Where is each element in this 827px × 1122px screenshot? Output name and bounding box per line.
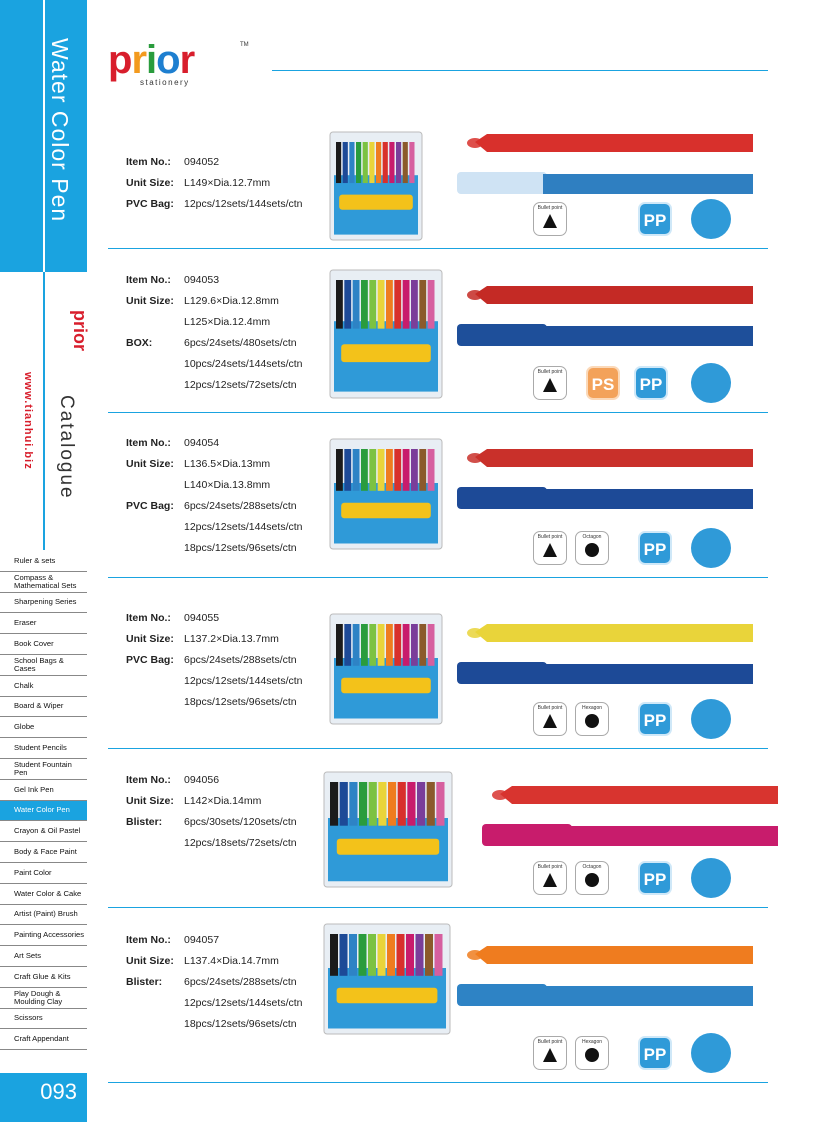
item-number: 094052 <box>184 156 220 168</box>
pack-spec: 10pcs/24sets/144sets/ctn <box>184 358 303 370</box>
bullet-tip-icon <box>543 214 557 228</box>
pack-spec: 6pcs/24sets/288sets/ctn <box>184 976 297 988</box>
spec-label: Blister: <box>126 976 163 988</box>
shape-icon <box>585 1048 599 1062</box>
item-number-line <box>126 930 303 951</box>
trademark: TM <box>240 42 249 48</box>
spec-label: Unit Size: <box>126 295 174 307</box>
spec-label <box>126 1014 184 1035</box>
pp-material-badge: PP <box>638 531 672 565</box>
package-image <box>324 772 452 887</box>
nav-item[interactable]: Globe <box>0 717 87 738</box>
pack-spec: 18pcs/12sets/96sets/ctn <box>184 696 297 708</box>
page-number-box <box>0 1073 87 1122</box>
pack-spec-line <box>126 650 303 671</box>
item-number: 094057 <box>184 934 220 946</box>
product-row <box>108 415 768 577</box>
pack-spec: 12pcs/12sets/144sets/ctn <box>184 521 303 533</box>
octagon-badge <box>575 531 609 565</box>
pack-spec: 12pcs/12sets/144sets/ctn <box>184 198 303 210</box>
item-number-line <box>126 433 303 454</box>
pack-spec-line <box>126 1014 303 1035</box>
product-row <box>108 752 768 907</box>
bullet-tip-icon <box>543 543 557 557</box>
spec-label: Unit Size: <box>126 458 174 470</box>
pen-illustration <box>453 614 763 704</box>
brand-tagline: stationery <box>140 78 190 87</box>
section-title: Water Color Pen <box>47 38 73 223</box>
package-image <box>330 270 442 398</box>
spec-label <box>126 475 184 496</box>
bullet-point-badge <box>533 202 567 236</box>
nav-item[interactable]: Artist (Paint) Brush <box>0 905 87 926</box>
spec-label: Unit Size: <box>126 177 174 189</box>
spec-label: Item No.: <box>126 612 171 624</box>
spec-label: Unit Size: <box>126 795 174 807</box>
badge-label: Bullet point <box>537 205 563 211</box>
spec-label <box>126 671 184 692</box>
pen-illustration <box>453 936 763 1026</box>
nav-item[interactable]: Chalk <box>0 676 87 697</box>
pack-spec: 6pcs/30sets/120sets/ctn <box>184 816 297 828</box>
pack-spec: 12pcs/18sets/72sets/ctn <box>184 837 297 849</box>
bullet-point-badge <box>533 1036 567 1070</box>
spec-label <box>126 993 184 1014</box>
unit-size-line <box>126 291 303 312</box>
spec-label: Item No.: <box>126 274 171 286</box>
pack-spec: 18pcs/12sets/96sets/ctn <box>184 542 297 554</box>
item-number: 094055 <box>184 612 220 624</box>
package-image <box>330 132 422 240</box>
pack-spec: 12pcs/12sets/72sets/ctn <box>184 379 297 391</box>
spec-label: Item No.: <box>126 934 171 946</box>
nav-item[interactable]: Crayon & Oil Pastel <box>0 821 87 842</box>
unit-size: L129.6×Dia.12.8mm <box>184 295 279 307</box>
badge-label: Bullet point <box>537 864 563 870</box>
item-number-line <box>126 770 297 791</box>
product-specs <box>126 608 303 713</box>
hexagon-badge <box>575 702 609 736</box>
badge-label: Bullet point <box>537 705 563 711</box>
sharpenable-icon <box>691 199 731 239</box>
sharpenable-icon <box>691 363 731 403</box>
badge-label: Octagon <box>582 534 602 540</box>
bullet-tip-icon <box>543 714 557 728</box>
octagon-badge <box>575 861 609 895</box>
spec-label: Unit Size: <box>126 633 174 645</box>
unit-size-line <box>126 629 303 650</box>
sharpenable-icon <box>691 528 731 568</box>
hexagon-badge <box>575 1036 609 1070</box>
item-number-line <box>126 152 303 173</box>
pen-illustration <box>478 776 788 866</box>
row-separator <box>108 412 768 413</box>
nav-item[interactable]: Scissors <box>0 1009 87 1030</box>
spec-label: Item No.: <box>126 774 171 786</box>
product-row <box>108 252 768 412</box>
spec-label <box>126 538 184 559</box>
nav-item[interactable]: Art Sets <box>0 946 87 967</box>
product-specs <box>126 270 303 396</box>
pack-spec-line <box>126 812 297 833</box>
nav-item[interactable]: Student Pencils <box>0 738 87 759</box>
product-specs <box>126 930 303 1035</box>
product-specs <box>126 433 303 559</box>
pack-spec-line <box>126 354 303 375</box>
spec-label <box>126 692 184 713</box>
pack-spec-line <box>126 692 303 713</box>
spec-label: PVC Bag: <box>126 500 174 512</box>
bullet-tip-icon <box>543 378 557 392</box>
nav-item[interactable]: Water Color Pen <box>0 801 87 822</box>
product-specs <box>126 152 303 215</box>
brand-logo <box>108 38 253 88</box>
unit-size-line <box>126 173 303 194</box>
shape-icon <box>585 543 599 557</box>
pack-spec-line <box>126 517 303 538</box>
spec-label <box>126 354 184 375</box>
spec-label <box>126 312 184 333</box>
pack-spec-line <box>126 538 303 559</box>
spec-label <box>126 833 184 854</box>
ps-material-badge: PS <box>586 366 620 400</box>
nav-item[interactable]: Craft Appendant <box>0 1029 87 1050</box>
unit-size: L136.5×Dia.13mm <box>184 458 271 470</box>
unit-size-line <box>126 454 303 475</box>
pp-material-badge: PP <box>638 202 672 236</box>
sharpenable-icon <box>691 699 731 739</box>
unit-size: L142×Dia.14mm <box>184 795 262 807</box>
nav-item[interactable]: Craft Glue & Kits <box>0 967 87 988</box>
item-number: 094053 <box>184 274 220 286</box>
badge-label: Bullet point <box>537 1039 563 1045</box>
spec-label: Unit Size: <box>126 955 174 967</box>
nav-item[interactable]: Student Fountain Pen <box>0 759 87 780</box>
package-image <box>324 924 450 1034</box>
pen-illustration <box>453 439 763 529</box>
nav-item[interactable]: School Bags & Cases <box>0 655 87 676</box>
unit-size: L137.4×Dia.14.7mm <box>184 955 279 967</box>
nav-item[interactable]: Gel Ink Pen <box>0 780 87 801</box>
item-number-line <box>126 608 303 629</box>
spec-label <box>126 375 184 396</box>
unit-size: L140×Dia.13.8mm <box>184 479 271 491</box>
product-specs <box>126 770 297 854</box>
pp-material-badge: PP <box>638 1036 672 1070</box>
spec-label: Item No.: <box>126 156 171 168</box>
unit-size-line <box>126 475 303 496</box>
product-row <box>108 590 768 748</box>
unit-size: L125×Dia.12.4mm <box>184 316 271 328</box>
pack-spec-line <box>126 972 303 993</box>
pp-material-badge: PP <box>638 702 672 736</box>
nav-item[interactable]: Paint Color <box>0 863 87 884</box>
spec-label: Item No.: <box>126 437 171 449</box>
svg-text:prior: prior <box>108 38 195 82</box>
pp-material-badge: PP <box>634 366 668 400</box>
pack-spec: 6pcs/24sets/480sets/ctn <box>184 337 297 349</box>
badge-label: Hexagon <box>581 1039 602 1045</box>
pack-spec-line <box>126 993 303 1014</box>
unit-size: L137.2×Dia.13.7mm <box>184 633 279 645</box>
badge-label: Hexagon <box>581 705 602 711</box>
unit-size: L149×Dia.12.7mm <box>184 177 271 189</box>
pack-spec: 12pcs/12sets/144sets/ctn <box>184 675 303 687</box>
pack-spec-line <box>126 833 297 854</box>
pack-spec: 6pcs/24sets/288sets/ctn <box>184 500 297 512</box>
pack-spec-line <box>126 671 303 692</box>
sidebar-divider <box>43 0 45 272</box>
spec-label: Blister: <box>126 816 163 828</box>
row-separator <box>108 748 768 749</box>
badge-label: Octagon <box>582 864 602 870</box>
package-image <box>330 614 442 724</box>
sharpenable-icon <box>691 858 731 898</box>
pack-spec-line <box>126 496 303 517</box>
package-image <box>330 439 442 549</box>
nav-item[interactable]: Eraser <box>0 613 87 634</box>
unit-size-line <box>126 951 303 972</box>
unit-size-line <box>126 312 303 333</box>
item-number: 094054 <box>184 437 220 449</box>
page-number: 093 <box>40 1079 77 1104</box>
row-separator <box>108 1082 768 1083</box>
shape-icon <box>585 873 599 887</box>
header-rule <box>272 70 768 71</box>
badge-label: Bullet point <box>537 534 563 540</box>
row-separator <box>108 907 768 908</box>
row-separator <box>108 248 768 249</box>
row-separator <box>108 577 768 578</box>
website-url[interactable]: www.tianhui.biz <box>22 372 34 470</box>
nav-item[interactable]: Compass & Mathematical Sets <box>0 572 87 593</box>
nav-item[interactable]: Board & Wiper <box>0 697 87 718</box>
nav-item[interactable]: Painting Accessories <box>0 925 87 946</box>
pen-illustration <box>453 276 763 366</box>
nav-item[interactable]: Ruler & sets <box>0 551 87 572</box>
pack-spec-line <box>126 194 303 215</box>
category-nav <box>0 551 87 1050</box>
pp-material-badge: PP <box>638 861 672 895</box>
svg-text:prior: prior <box>70 310 90 352</box>
spec-label <box>126 517 184 538</box>
bullet-tip-icon <box>543 873 557 887</box>
sharpenable-icon <box>691 1033 731 1073</box>
nav-item[interactable]: Book Cover <box>0 634 87 655</box>
sidebar-brand-logo <box>52 308 90 378</box>
pack-spec: 18pcs/12sets/96sets/ctn <box>184 1018 297 1030</box>
nav-item[interactable]: Play Dough & Moulding Clay <box>0 988 87 1009</box>
shape-icon <box>585 714 599 728</box>
badge-label: Bullet point <box>537 369 563 375</box>
unit-size-line <box>126 791 297 812</box>
bullet-point-badge <box>533 702 567 736</box>
nav-item[interactable]: Body & Face Paint <box>0 842 87 863</box>
spec-label: BOX: <box>126 337 153 349</box>
sidebar-rule <box>43 272 45 550</box>
nav-item[interactable]: Water Color & Cake <box>0 884 87 905</box>
item-number: 094056 <box>184 774 220 786</box>
bullet-point-badge <box>533 861 567 895</box>
bullet-tip-icon <box>543 1048 557 1062</box>
product-row <box>108 912 768 1082</box>
catalogue-label: Catalogue <box>56 395 77 500</box>
product-row <box>108 120 768 248</box>
spec-label: PVC Bag: <box>126 654 174 666</box>
bullet-point-badge <box>533 366 567 400</box>
spec-label: PVC Bag: <box>126 198 174 210</box>
item-number-line <box>126 270 303 291</box>
nav-item[interactable]: Sharpening Series <box>0 593 87 614</box>
pack-spec-line <box>126 333 303 354</box>
pack-spec-line <box>126 375 303 396</box>
pack-spec: 12pcs/12sets/144sets/ctn <box>184 997 303 1009</box>
pack-spec: 6pcs/24sets/288sets/ctn <box>184 654 297 666</box>
sidebar-header-band <box>0 0 87 272</box>
bullet-point-badge <box>533 531 567 565</box>
